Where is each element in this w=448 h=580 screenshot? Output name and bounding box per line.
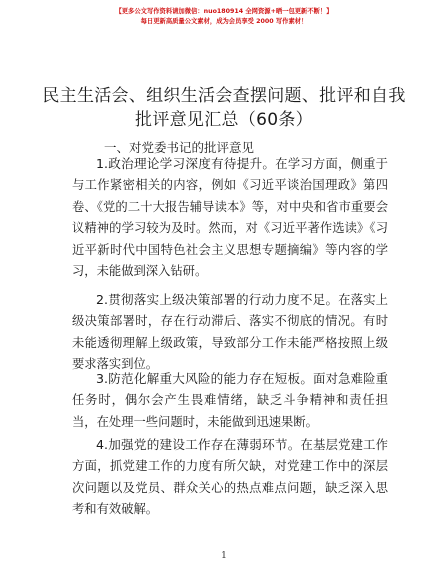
page-number: 1	[221, 551, 227, 561]
paragraph-body: 面对急难险重任务时，偶尔会产生畏难情绪，缺乏斗争精神和责任担当，在处理一些问题时，未能做到迅速果断。	[72, 372, 388, 429]
promo-banner-line-2: 每日更新高质量公文素材，成为会员享受 2000 写作素材！	[140, 18, 308, 25]
paragraph-item-3	[72, 368, 388, 433]
document-title: 民主生活会、组织生活会查摆问题、批评和自我批评意见汇总（60条）	[42, 86, 406, 130]
paragraph-lead: 2.贯彻落实上级决策部署的行动力度不足。	[96, 292, 339, 307]
paragraph-item-1	[72, 153, 388, 282]
paragraph-lead: 1.政治理论学习深度有待提升。	[96, 156, 276, 171]
promo-banner-line-1: 【更多公文写作资料请加微信：nuo180914 全网资源+晒一包更新不断！】	[115, 8, 333, 15]
paragraph-lead: 4.加强党的建设工作存在薄弱环节。	[96, 437, 301, 452]
paragraph-body: 在基层党建工作方面，抓党建工作的力度有所欠缺，对党建工作中的深层次问题以及党员、群众关心的热点难点问题，缺乏深入思考和有效破解。	[72, 438, 388, 517]
paragraph-body: 在学习方面，侧重于与工作紧密相关的内容，例如《习近平谈治国理政》第四卷、《党的二十大报告辅导读本》等，对中央和省市重要会议精神的学习较为及时。然而，对《习近平著作选读》《习近平新时代中国特色社会主义思想专题摘编》等内容的学习，未能做到深入钻研。	[72, 157, 388, 279]
paragraph-body: 在落实上级决策部署时，存在行动滞后、落实不彻底的情况。有时未能透彻理解上级政策，导致部分工作未能严格按照上级要求落实到位。	[72, 293, 388, 372]
paragraph-item-4	[72, 434, 388, 521]
section-heading: 一、对党委书记的批评意见	[104, 140, 255, 155]
paragraph-item-2	[72, 289, 388, 376]
paragraph-lead: 3.防范化解重大风险的能力存在短板。	[96, 371, 314, 386]
